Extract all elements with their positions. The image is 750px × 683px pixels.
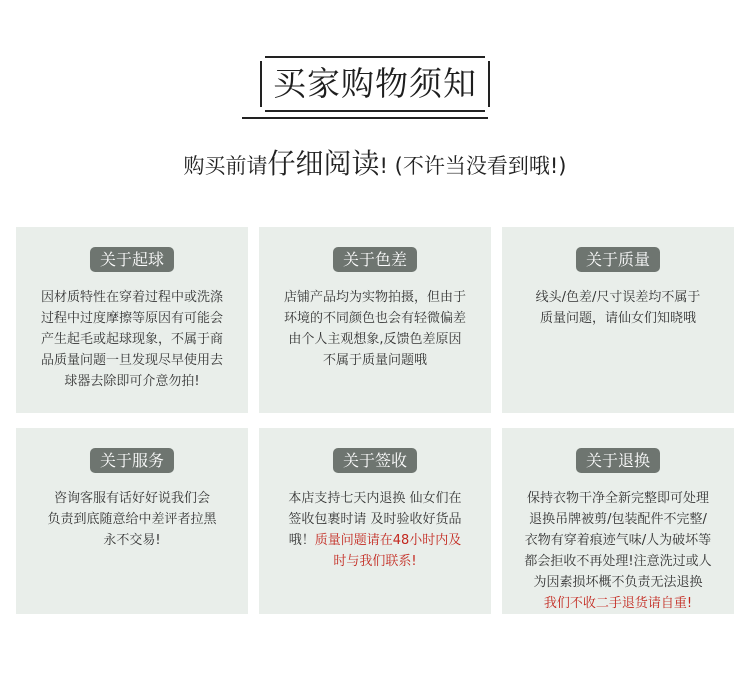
card-body: [510, 488, 726, 614]
card-text-line: 负责到底随意给中差评者拉黑: [47, 512, 217, 527]
subtitle: [0, 146, 750, 184]
card-warning-text: 我们不收二手退货请自重!: [543, 596, 693, 611]
page-title: 买家购物须知: [273, 64, 477, 103]
card-receipt: [259, 428, 491, 614]
card-pilling: [16, 227, 248, 413]
card-heading: 关于退换: [576, 448, 660, 473]
subtitle-emphasis: 仔细阅读: [267, 147, 380, 180]
title-underline: [242, 117, 488, 119]
card-text-line: 保持衣物干净全新完整即可处理: [526, 491, 709, 506]
card-text-line: 咨询客服有话好好说我们会: [53, 491, 210, 506]
card-text-line: 球器去除即可介意勿拍!: [64, 374, 200, 389]
card-warning-text: 时与我们联系!: [333, 554, 417, 569]
card-text-line: [267, 530, 483, 551]
card-body: [267, 287, 483, 371]
card-body: [267, 488, 483, 572]
card-text-line: 都会拒收不再处理!注意洗过或人: [524, 554, 712, 569]
card-text-line: 质量问题，请仙女们知晓哦: [539, 311, 696, 326]
card-text-line: 由个人主观想象,反馈色差原因: [288, 332, 462, 347]
card-text-line: 品质量问题一旦发现尽早使用去: [40, 353, 223, 368]
card-text-line: 永不交易!: [103, 533, 161, 548]
card-text-line: 签收包裹时请 及时验收好货品: [288, 512, 462, 527]
card-text-line: 本店支持七天内退换 仙女们在: [288, 491, 462, 506]
card-heading: 关于起球: [90, 247, 174, 272]
card-warning-text: 质量问题请在48小时内及: [314, 533, 462, 548]
card-text-line: 退换吊牌被剪/包装配件不完整/: [529, 512, 707, 527]
card-heading: 关于服务: [90, 448, 174, 473]
card-service: [16, 428, 248, 614]
card-heading: 关于质量: [576, 247, 660, 272]
card-text-line: 环境的不同颜色也会有轻微偏差: [283, 311, 466, 326]
card-text-line: 线头/色差/尺寸误差均不属于: [535, 290, 701, 305]
card-heading: 关于色差: [333, 247, 417, 272]
card-text-line: 为因素损坏概不负责无法退换: [533, 575, 703, 590]
card-text-line: 产生起毛或起球现象，不属于商: [40, 332, 223, 347]
card-text-line: 因材质特性在穿着过程中或洗涤: [40, 290, 223, 305]
card-body: [24, 488, 240, 551]
title-frame: [260, 56, 490, 112]
card-heading: 关于签收: [333, 448, 417, 473]
card-text-line: 店铺产品均为实物拍摄，但由于: [283, 290, 466, 305]
subtitle-part1: 购买前请: [183, 154, 268, 178]
card-text-prefix: 哦！: [288, 533, 315, 548]
card-body: [24, 287, 240, 392]
subtitle-part2: ! (不许当没看到哦!): [379, 154, 567, 178]
card-returns: [502, 428, 734, 614]
card-quality: [502, 227, 734, 413]
card-text-line: 不属于质量问题哦: [322, 353, 427, 368]
card-color-difference: [259, 227, 491, 413]
card-body: [510, 287, 726, 329]
card-text-line: 衣物有穿着痕迹气味/人为破坏等: [524, 533, 712, 548]
card-text-line: 过程中过度摩擦等原因有可能会: [40, 311, 223, 326]
